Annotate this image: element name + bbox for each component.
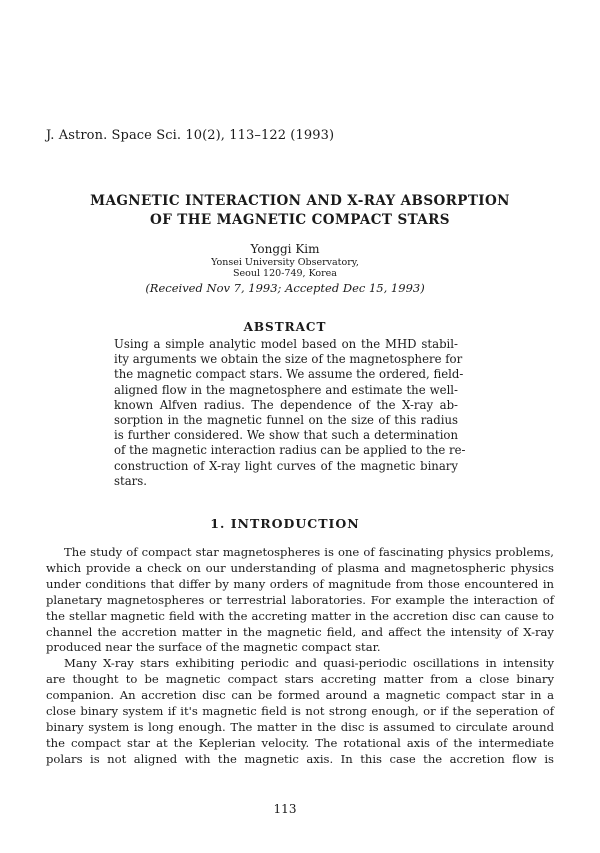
body-line: Many X-ray stars exhibiting periodic and quasi-periodic oscillations in intensity	[64, 656, 554, 671]
body-line: the stellar magnetic field with the accreting matter in the accretion disc can cause to	[46, 608, 554, 623]
abstract-line: the magnetic compact stars. We assume the ordered, field-	[114, 367, 464, 382]
body-line: The study of compact star magnetospheres is one of fascinating physics problems,	[64, 545, 554, 559]
abstract-line: known Alfven radius. The dependence of the X-ray ab-	[114, 397, 458, 412]
title-line: MAGNETIC INTERACTION AND X-RAY ABSORPTION	[90, 193, 510, 209]
body-line: the compact star at the Keplerian velocity. The rotational axis of the intermediate	[46, 735, 554, 750]
body-line: produced near the surface of the magnetic compact star.	[46, 640, 381, 655]
section-heading: 1. INTRODUCTION	[210, 516, 360, 531]
abstract-line: Using a simple analytic model based on the MHD stabil-	[114, 337, 458, 351]
title-line: OF THE MAGNETIC COMPACT STARS	[150, 212, 450, 228]
paper-title	[40, 192, 560, 230]
body-line: companion. An accretion disc can be formed around a magnetic compact star in a	[46, 688, 554, 703]
body-line: binary system is long enough. The matter in the disc is assumed to circulate around	[46, 719, 554, 734]
abstract-line: is further considered. We show that such a determination	[114, 428, 458, 443]
abstract-line: aligned flow in the magnetosphere and estimate the well-	[114, 382, 458, 397]
abstract-line: stars.	[114, 473, 147, 488]
abstract-line: of the magnetic interaction radius can be applied to the re-	[114, 443, 466, 458]
abstract-heading: ABSTRACT	[243, 320, 327, 334]
author-name: Yonggi Kim	[250, 242, 320, 256]
received-dates: (Received Nov 7, 1993; Accepted Dec 15, 1993)	[145, 281, 425, 295]
body-line: planetary magnetospheres or terrestrial laboratories. For example the interaction of	[46, 592, 554, 607]
abstract-line: construction of X-ray light curves of the magnetic binary	[114, 458, 458, 473]
section-body	[46, 545, 554, 768]
body-line: under conditions that differ by many orders of magnitude from those encountered in	[46, 576, 554, 591]
body-line: channel the accretion matter in the magnetic field, and affect the intensity of X-ray	[46, 624, 554, 639]
body-line: close binary system if it's magnetic field is not strong enough, or if the seperation of	[46, 704, 554, 719]
affiliation-line: Seoul 120-749, Korea	[233, 268, 337, 279]
body-line: polars is not aligned with the magnetic axis. In this case the accretion flow is	[46, 751, 554, 766]
abstract-line: sorption in the magnetic funnel on the size of this radius	[114, 413, 458, 428]
affiliation-line: Yonsei University Observatory,	[211, 257, 359, 268]
body-line: are thought to be magnetic compact stars accreting matter from a close binary	[46, 672, 554, 687]
journal-reference: J. Astron. Space Sci. 10(2), 113–122 (1993)	[46, 128, 335, 143]
abstract-body	[114, 337, 466, 489]
page-number: 113	[273, 802, 297, 816]
abstract-line: ity arguments we obtain the size of the magnetosphere for	[114, 352, 463, 367]
body-line: which provide a check on our understanding of plasma and magnetospheric physics	[46, 560, 554, 575]
